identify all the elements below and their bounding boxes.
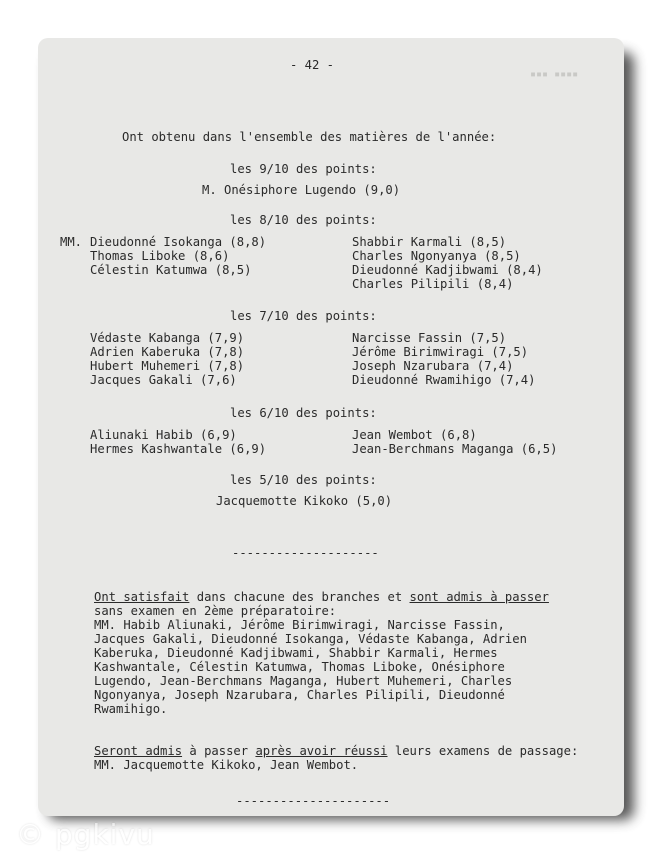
paragraph-line: sans examen en 2ème préparatoire: — [94, 604, 337, 618]
paragraph-line: MM. Jacquemotte Kikoko, Jean Wembot. — [94, 758, 359, 772]
satisfait-first-line — [94, 590, 549, 604]
separator: -------------------- — [232, 546, 379, 560]
list-item: Jacques Gakali (7,6) — [90, 373, 237, 387]
list-item: Jérôme Birimwiragi (7,5) — [352, 345, 529, 359]
underlined-text: sont admis à passer — [409, 590, 549, 604]
list-item: Jean-Berchmans Maganga (6,5) — [352, 442, 558, 456]
list-item: Hermes Kashwantale (6,9) — [90, 442, 267, 456]
list-item: Célestin Katumwa (8,5) — [90, 263, 252, 277]
list-item: Jean Wembot (6,8) — [352, 428, 477, 442]
list-item: Aliunaki Habib (6,9) — [90, 428, 237, 442]
list-item: Dieudonné Kadjibwami (8,4) — [352, 263, 543, 277]
underlined-text: Seront admis — [94, 744, 183, 758]
paragraph-line: Lugendo, Jean-Berchmans Maganga, Hubert Muhemeri, Charles — [94, 674, 513, 688]
underlined-text: après avoir réussi — [255, 744, 388, 758]
paragraph-line: Kashwantale, Célestin Katumwa, Thomas Liboke, Onésiphore — [94, 660, 505, 674]
list-item: Adrien Kaberuka (7,8) — [90, 345, 245, 359]
separator: --------------------- — [236, 794, 391, 808]
text-span: leurs examens de passage: — [387, 744, 579, 758]
list-item: Charles Ngonyanya (8,5) — [352, 249, 521, 263]
intro-text: Ont obtenu dans l'ensemble des matières de l'année: — [122, 130, 497, 144]
page-number: - 42 - — [290, 58, 335, 72]
seront-first-line — [94, 744, 578, 758]
list-item: Charles Pilipili (8,4) — [352, 277, 514, 291]
paragraph-line: Kaberuka, Dieudonné Kadjibwami, Shabbir Karmali, Hermes — [94, 646, 498, 660]
list-item: Shabbir Karmali (8,5) — [352, 235, 507, 249]
text-span: à passer — [182, 744, 256, 758]
line-5-10: Jacquemotte Kikoko (5,0) — [216, 494, 393, 508]
list-item: Dieudonné Isokanga (8,8) — [90, 235, 267, 249]
line-9-10: M. Onésiphore Lugendo (9,0) — [202, 183, 401, 197]
paragraph-line: Jacques Gakali, Dieudonné Isokanga, Védaste Kabanga, Adrien — [94, 632, 527, 646]
document-page — [38, 38, 624, 816]
text-span: dans chacune des branches et — [189, 590, 410, 604]
paragraph-line: Rwamihigo. — [94, 702, 168, 716]
list-item: Joseph Nzarubara (7,4) — [352, 359, 514, 373]
heading-9-10: les 9/10 des points: — [230, 162, 377, 176]
list-item: Hubert Muhemeri (7,8) — [90, 359, 245, 373]
underlined-text: Ont satisfait — [94, 590, 190, 604]
list-item: Védaste Kabanga (7,9) — [90, 331, 245, 345]
heading-6-10: les 6/10 des points: — [230, 406, 377, 420]
bleed-through-text: ▪▪▪ ▪▪▪▪ — [530, 69, 579, 80]
watermark: © pgkivu — [16, 818, 155, 851]
heading-8-10: les 8/10 des points: — [230, 213, 377, 227]
list-item: Narcisse Fassin (7,5) — [352, 331, 507, 345]
list-item: Thomas Liboke (8,6) — [90, 249, 230, 263]
paragraph-line: MM. Habib Aliunaki, Jérôme Birimwiragi, Narcisse Fassin, — [94, 618, 505, 632]
mm-prefix: MM. — [60, 235, 83, 249]
list-item: Dieudonné Rwamihigo (7,4) — [352, 373, 536, 387]
heading-7-10: les 7/10 des points: — [230, 309, 377, 323]
heading-5-10: les 5/10 des points: — [230, 473, 377, 487]
paragraph-line: Ngonyanya, Joseph Nzarubara, Charles Pilipili, Dieudonné — [94, 688, 505, 702]
